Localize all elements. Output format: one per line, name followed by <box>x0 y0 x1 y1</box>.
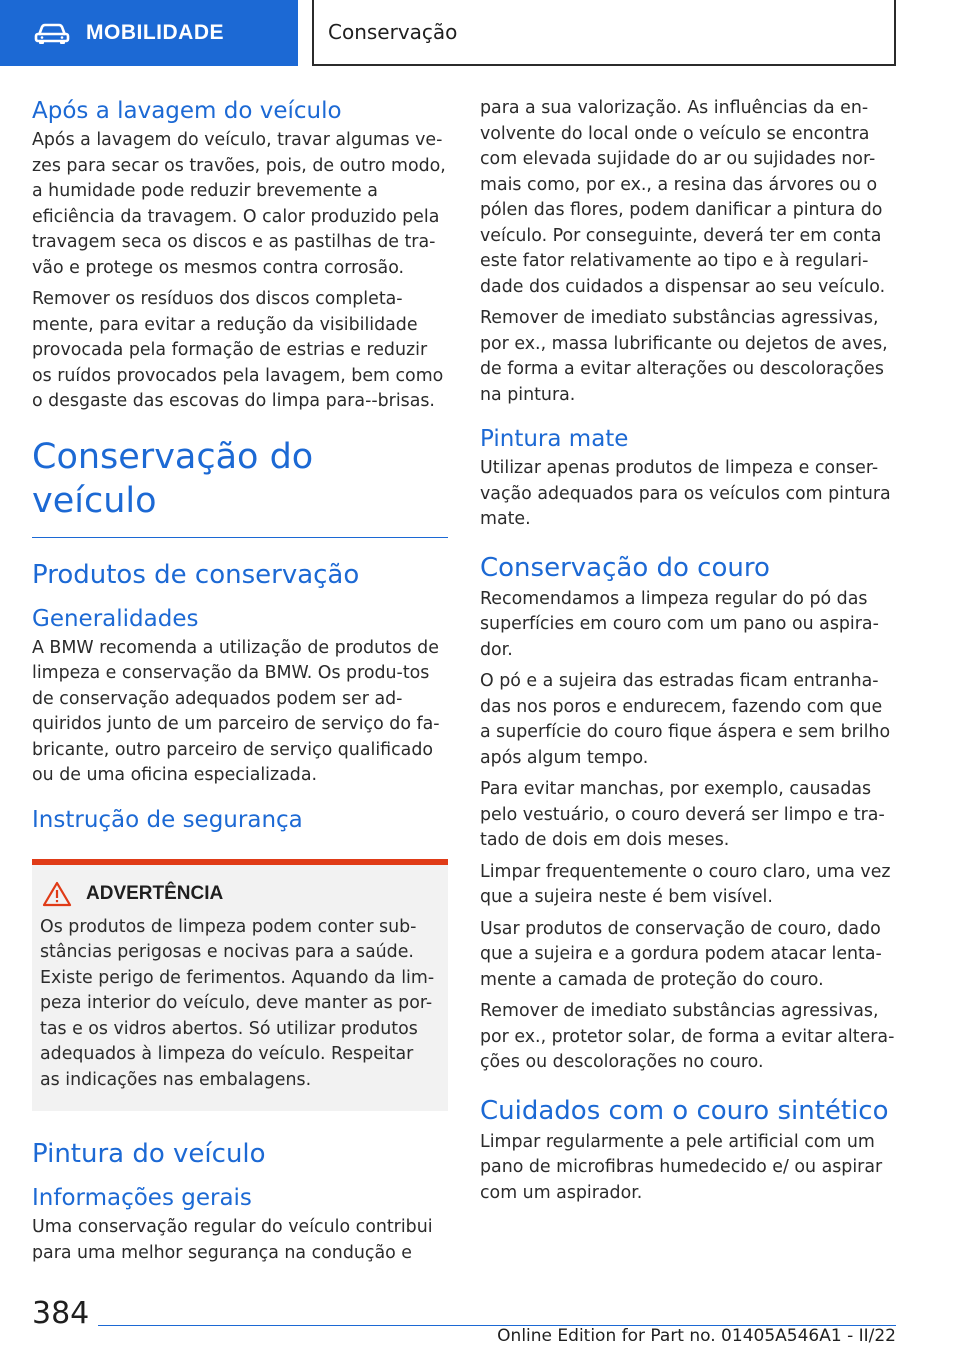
page-footer <box>0 1290 960 1362</box>
heading-generalities: Generalidades <box>32 605 199 632</box>
paragraph-synthetic-leather: Limpar regularmente a pele artificial com um pano de microfibras humedecido e/ ou aspirar com um aspirador. <box>480 1131 883 1203</box>
heading-after-wash: Após a lavagem do veículo <box>32 98 342 124</box>
left-column <box>32 96 448 1272</box>
page-header <box>0 0 960 66</box>
paragraph-paint-continued: para a sua valorização. As influências da en-volvente do local onde o veículo se encontra com elevada sujidade do ar ou sujidades nor-mais como, por ex., a resina das árvores ou o pólen das flores, podem danificar a pintura do veículo. Por conseguinte, deverá ter em conta este fator relativamente ao tipo e à regulari-dade dos cuidados a dispensar ao seu veículo. <box>480 98 886 297</box>
paragraph-leather-3: Para evitar manchas, por exemplo, causadas pelo vestuário, o couro deverá ser limpo e tra-tado de dois em dois meses. <box>480 779 885 850</box>
warning-text: Os produtos de limpeza podem conter sub-stâncias perigosas e nocivas para a saúde. Existe perigo de ferimentos. Aquando da lim-peza interior do veículo, deve manter as por-tas e os vidros abertos. Só utilizar produtos adequados à limpeza do veículo. Respeitar as indicações nas embalagens. <box>40 916 435 1090</box>
paragraph-matte-paint: Utilizar apenas produtos de limpeza e conser-vação adequados para os veículos com pintura mate. <box>480 458 891 529</box>
paragraph-leather-6: Remover de imediato substâncias agressivas, por ex., protetor solar, de forma a evitar altera-ções ou descolorações no couro. <box>480 1001 895 1072</box>
section-tab-mobilidade[interactable] <box>0 0 298 66</box>
right-column <box>480 96 896 1212</box>
heading-synthetic-leather: Cuidados com o couro sintético <box>480 1095 889 1126</box>
paragraph-remove-substances: Remover de imediato substâncias agressivas, por ex., massa lubrificante ou dejetos de aves, de forma a evitar alterações ou descolorações na pintura. <box>480 308 888 405</box>
paragraph-general-info: Uma conservação regular do veículo contribui para uma melhor segurança na condução e <box>32 1217 433 1263</box>
paragraph-leather-4: Limpar frequentemente o couro claro, uma vez que a sujeira neste é bem visível. <box>480 861 891 907</box>
chapter-title: Conservação <box>328 20 458 44</box>
page-number: 384 <box>32 1296 90 1331</box>
heading-general-info: Informações gerais <box>32 1185 252 1211</box>
car-icon <box>34 21 70 45</box>
footer-edition <box>497 1326 896 1346</box>
section-label: MOBILIDADE <box>86 21 224 44</box>
heading-vehicle-care: Conservação do veículo <box>32 435 448 538</box>
edition-text: Online Edition for Part no. 01405A546A1 - II/22 <box>497 1326 896 1346</box>
chapter-title-box <box>312 0 896 66</box>
warning-header <box>40 881 438 907</box>
paragraph-after-wash-2: Remover os resíduos dos discos completa-mente, para evitar a redução da visibilidade provocada pela formação de estrias e reduzir os ruídos provocados pela lavagem, bem como o desgaste das escovas do limpa para--brisas. <box>32 289 444 411</box>
heading-safety-instruction: Instrução de segurança <box>32 806 303 833</box>
paragraph-leather-2: O pó e a sujeira das estradas ficam entranha-das nos poros e endurecem, fazendo com que a superfície do couro fique áspera e sem brilho após algum tempo. <box>480 671 891 768</box>
paragraph-leather-5: Usar produtos de conservação de couro, dado que a sujeira e a gordura podem atacar lenta-mente a camada de proteção do couro. <box>480 918 882 990</box>
paragraph-generalities: A BMW recomenda a utilização de produtos de limpeza e conservação da BMW. Os produ-tos de conservação adequados podem ser ad-quiridos junto de um parceiro de serviço do fa-bricante, outro parceiro de serviço qualificado ou de uma oficina especializada. <box>32 637 440 785</box>
heading-matte-paint: Pintura mate <box>480 426 629 452</box>
paragraph-leather-1: Recomendamos a limpeza regular do pó das superfícies em couro com um pano ou aspira-dor. <box>480 588 879 660</box>
heading-vehicle-paint: Pintura do veículo <box>32 1139 266 1169</box>
warning-triangle-icon <box>42 881 72 907</box>
paragraph-after-wash-1: Após a lavagem do veículo, travar algumas ve-zes para secar os travões, pois, de outro modo, a humidade pode reduzir brevemente a eficiência da travagem. O calor produzido pela travagem seca os discos e as pastilhas de tra-vão e protege os mesmos contra corrosão. <box>32 130 446 278</box>
warning-box <box>32 859 448 1112</box>
heading-leather-care: Conservação do couro <box>480 552 770 583</box>
heading-care-products: Produtos de conservação <box>32 559 360 590</box>
warning-title: ADVERTÊNCIA <box>86 882 224 904</box>
